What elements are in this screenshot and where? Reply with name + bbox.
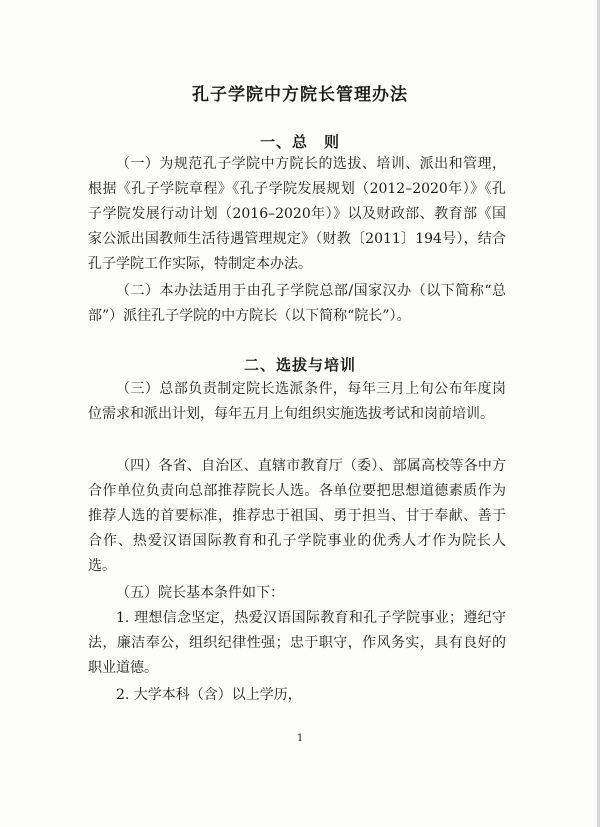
paragraph-4: （四）各省、自治区、直辖市教育厅（委）、部属高校等各中方合作单位负责向总部推荐院长人选。各单位要把思想道德素质作为推荐人选的首要标准，推荐忠于祖国、勇于担当、甘于奉献、善于合作、热爱汉语国际教育和孔子学院事业的优秀人才作为院长人选。: [88, 458, 506, 574]
section-heading-selection: 二、选拔与培训: [243, 356, 356, 374]
document-title: 孔子学院中方院长管理办法: [192, 85, 408, 105]
paragraph-7: 2. 大学本科（含）以上学历，: [116, 687, 302, 703]
section-heading-general: 一、总 则: [259, 133, 340, 151]
page-number: 1: [296, 733, 304, 744]
paragraph-1: （一）为规范孔子学院中方院长的选拔、培训、派出和管理，根据《孔子学院章程》《孔子学院发展规划（2012–2020年）》《孔子学院发展行动计划（2016–2020年）》以及财政部、教育部《国家公派出国教师生活待遇管理规定》（财教〔2011〕194号），结合孔子学院工作实际，特制定本办法。: [88, 156, 506, 272]
paragraph-2: （二）本办法适用于由孔子学院总部/国家汉办（以下简称“总部”）派往孔子学院的中方院长（以下简称“院长”）。: [88, 283, 506, 324]
paragraph-6: 1. 理想信念坚定，热爱汉语国际教育和孔子学院事业；遵纪守法，廉洁奉公，组织纪律性强；忠于职守，作风务实，具有良好的职业道德。: [88, 610, 506, 676]
paragraph-3: （三）总部负责制定院长选派条件，每年三月上旬公布年度岗位需求和派出计划，每年五月上旬组织实施选拔考试和岗前培训。: [88, 381, 506, 422]
paragraph-5: （五）院长基本条件如下：: [116, 585, 284, 601]
